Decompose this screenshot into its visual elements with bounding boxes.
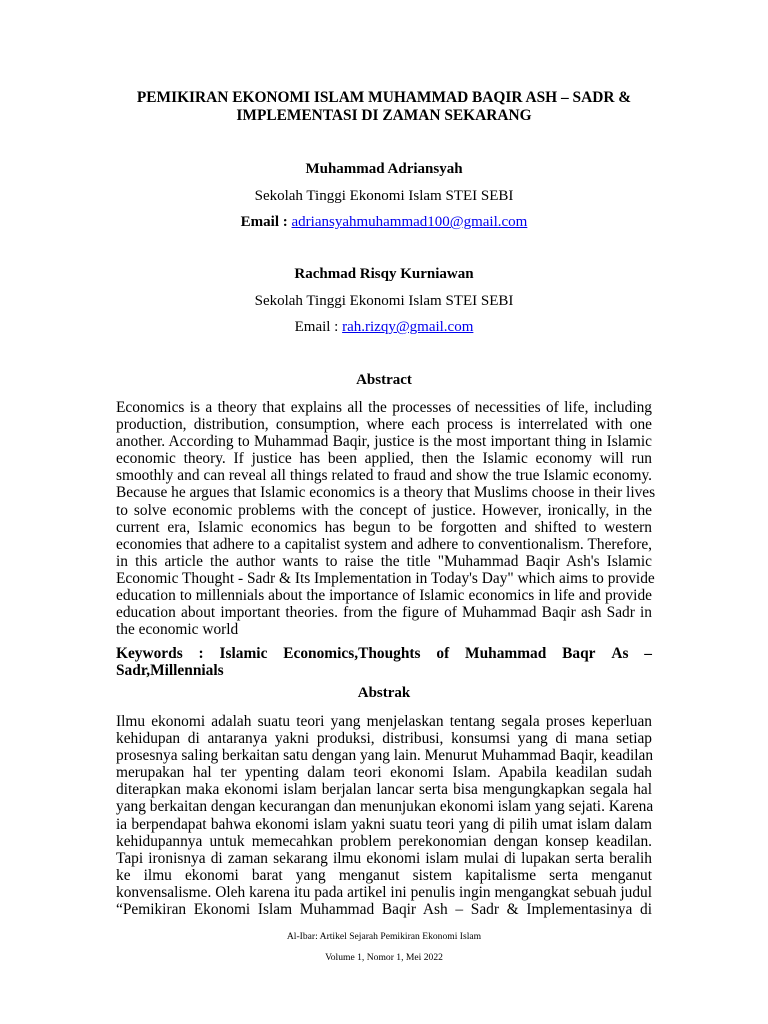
abstract-line: education about important theories. from the figure of Muhammad Baqir ash Sadr in — [116, 604, 652, 622]
keyword-word: Islamic — [219, 645, 268, 662]
abstract-line: Economic Thought - Sadr & Its Implementation in Today's Day" which aims to provide — [116, 569, 655, 587]
author-1-email-line — [60, 213, 708, 231]
abstrak-heading: Abstrak — [357, 685, 411, 701]
keyword-word: Keywords — [116, 645, 183, 662]
keywords — [116, 645, 652, 679]
author-2-email-label: Email : — [294, 319, 339, 335]
keyword-word: Muhammad — [465, 645, 547, 662]
abstrak-line: kehidupannya untuk memecahkan problem perekonomian dengan konsep keadilan. — [116, 832, 652, 850]
abstrak-line: “Pemikiran Ekonomi Islam Muhammad Baqir Ash – Sadr & Implementasinya di — [116, 901, 652, 919]
abstract-line: economies that adhere to a capitalist system and adhere to conventionalism. Therefore, — [116, 535, 652, 553]
abstract-line: to solve economic problems with the concept of justice. However, ironically, in the — [116, 501, 652, 519]
abstrak-line: yang berkaitan dengan kecurangan dan menunjukan ekonomi islam yang sejati. Karena — [116, 798, 654, 816]
keyword-word: As — [611, 645, 629, 662]
footer-volume: Volume 1, Nomor 1, Mei 2022 — [325, 952, 443, 963]
abstract-paragraph — [116, 399, 656, 639]
author-2-email-link[interactable]: rah.rizqy@gmail.com — [342, 319, 474, 335]
abstract-line: production, distribution, consumption, where each process is interrelated with one — [116, 416, 652, 434]
author-1-name: Muhammad Adriansyah — [305, 161, 463, 177]
paper-title — [80, 89, 688, 125]
keyword-word: Baqr — [562, 645, 596, 662]
author-1-email-link[interactable]: adriansyahmuhammad100@gmail.com — [291, 214, 528, 230]
footer-journal: Al-Ibar: Artikel Sejarah Pemikiran Ekonomi Islam — [286, 931, 482, 942]
author-2-affiliation: Sekolah Tinggi Ekonomi Islam STEI SEBI — [254, 293, 514, 309]
abstract-line: economic theory. If justice has been applied, then the Islamic economy will run — [116, 450, 652, 468]
abstrak-line: prosesnya saling berkaitan satu dengan yang lain. Menurut Muhammad Baqir, keadilan — [116, 747, 654, 765]
abstract-line: the economic world — [116, 621, 239, 639]
abstrak-paragraph — [116, 713, 652, 918]
abstract-line: in this article the author wants to raise the title "Muhammad Baqir Ash's Islamic — [116, 552, 652, 570]
title-line-2: IMPLEMENTASI DI ZAMAN SEKARANG — [236, 107, 532, 124]
author-1-affiliation: Sekolah Tinggi Ekonomi Islam STEI SEBI — [254, 188, 514, 204]
abstrak-line: konvensalisme. Oleh karena itu pada artikel ini penulis ingin mengangkat sebuah judul — [116, 883, 652, 901]
author-2-name: Rachmad Risqy Kurniawan — [294, 266, 474, 282]
keyword-word: – — [644, 645, 652, 662]
keywords-line-2: Sadr,Millennials — [116, 662, 224, 679]
keyword-word: : — [198, 645, 204, 662]
abstrak-line: Tapi ironisnya di zaman sekarang ilmu ekonomi islam mulai di lupakan serta beralih — [116, 849, 652, 867]
author-1-email-label: Email : — [240, 214, 288, 230]
abstract-line: current era, Islamic economics has begun to be forgotten and shifted to western — [116, 518, 652, 536]
abstrak-line: merupakan hal ter ypenting dalam teori ekonomi Islam. Apabila keadilan sudah — [116, 764, 652, 782]
abstract-line: education to millennials about the importance of Islamic economics in life and provide — [116, 587, 652, 605]
author-2-email-line — [60, 318, 708, 336]
abstrak-line: kehidupan di antaranya yakni produksi, distribusi, konsumsi yang di mana setiap — [116, 730, 652, 748]
abstract-heading: Abstract — [356, 372, 412, 388]
abstract-line: Because he argues that Islamic economics is a theory that Muslims choose in their lives — [116, 484, 656, 502]
abstrak-line: ke ilmu ekonomi barat yang menganut sistem kapitalisme serta menganut — [116, 866, 652, 884]
abstract-line: smoothly and can reveal all things related to fraud and show the true Islamic economy. — [116, 467, 652, 485]
abstrak-line: diterapkan maka ekonomi islam berjalan lancar serta bisa mengungkapkan segala hal — [116, 781, 652, 799]
abstract-line: Economics is a theory that explains all the processes of necessities of life, including — [116, 399, 652, 416]
title-line-1: PEMIKIRAN EKONOMI ISLAM MUHAMMAD BAQIR ASH – SADR & — [136, 89, 632, 106]
keywords-line-1 — [116, 645, 652, 662]
keyword-word: of — [436, 645, 450, 662]
abstrak-line: Ilmu ekonomi adalah suatu teori yang menjelaskan tentang segala proses keperluan — [116, 713, 652, 730]
abstract-line: another. According to Muhammad Baqir, justice is the most important thing in Islamic — [116, 433, 652, 451]
keyword-word: Economics,Thoughts — [283, 645, 421, 662]
abstrak-line: ia berpendapat bahwa ekonomi islam yakni suatu teori yang di pilih umat islam dalam — [116, 815, 652, 833]
